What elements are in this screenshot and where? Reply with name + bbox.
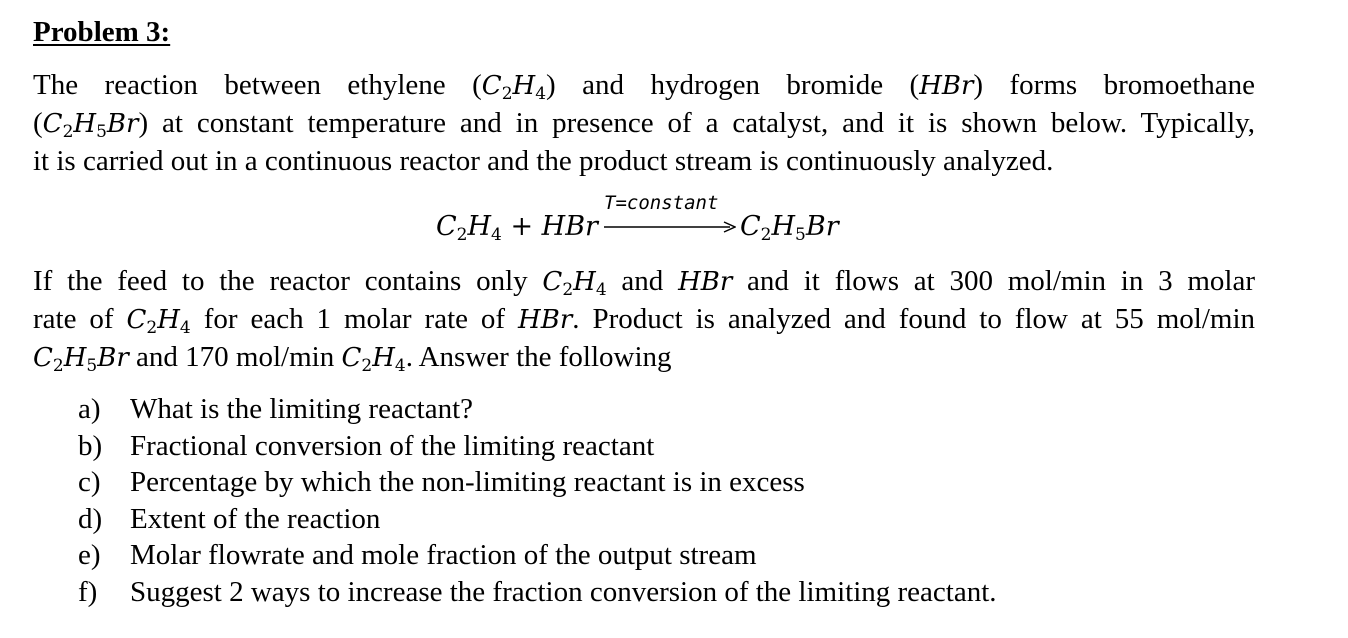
- math-ethylene: $C_2H_4$: [341, 343, 406, 376]
- math-hbr: HBr: [919, 71, 974, 101]
- math-hbr: HBr: [518, 305, 573, 335]
- question-label: c): [78, 466, 101, 498]
- feed-text: and 170 mol/min: [128, 341, 342, 373]
- intro-line-1: [33, 67, 1255, 105]
- intro-text: (: [33, 107, 43, 139]
- question-item: [78, 537, 997, 574]
- question-label: d): [78, 502, 103, 535]
- equation-reactants: $C_2H_4$ + HBr: [436, 211, 598, 245]
- question-text: Suggest 2 ways to increase the fraction conversion of the limiting reactant.: [130, 575, 997, 608]
- feed-text: . Product is analyzed and found to flow at 55 mol/min: [572, 303, 1255, 335]
- question-label: b): [78, 429, 103, 462]
- question-item: [78, 391, 997, 428]
- intro-text: The reaction between ethylene (: [33, 69, 482, 101]
- feed-text: rate of: [33, 303, 127, 335]
- intro-text: ) and hydrogen bromide (: [546, 69, 920, 101]
- question-item: [78, 464, 997, 501]
- math-ethylene: $C_2H_4$: [126, 305, 191, 338]
- question-text: Extent of the reaction: [130, 502, 381, 535]
- math-bromoethane: $C_2H_5Br$: [42, 109, 139, 142]
- feed-line-3: [33, 339, 1255, 377]
- feed-line-1: [33, 263, 1255, 301]
- question-text: Molar flowrate and mole fraction of the output stream: [130, 539, 757, 571]
- feed-text: and: [606, 265, 679, 297]
- question-label: a): [78, 393, 101, 425]
- equation-condition: T=constant: [604, 192, 719, 214]
- question-list: [78, 391, 997, 610]
- math-ethylene: $C_2H_4$: [542, 267, 607, 300]
- intro-paragraph: [33, 67, 1255, 180]
- feed-text: for each 1 molar rate of: [190, 303, 519, 335]
- feed-text: . Answer the following: [405, 341, 672, 373]
- question-label: e): [78, 539, 101, 571]
- question-text: Percentage by which the non-limiting reactant is in excess: [130, 466, 805, 498]
- intro-line-3: it is carried out in a continuous reactor and the product stream is continuously analyzed.: [33, 145, 1054, 177]
- question-item: [78, 428, 997, 465]
- feed-line-2: [33, 301, 1255, 339]
- feed-text: If the feed to the reactor contains only: [33, 265, 543, 297]
- reaction-arrow-icon: [604, 220, 736, 234]
- feed-paragraph: [33, 263, 1255, 377]
- question-text: What is the limiting reactant?: [130, 393, 474, 425]
- feed-text: and it flows at 300 mol/min in 3 molar: [732, 265, 1256, 297]
- question-text: Fractional conversion of the limiting reactant: [130, 429, 655, 462]
- question-item: [78, 574, 997, 611]
- problem-title: Problem 3:: [33, 16, 171, 48]
- question-label: f): [78, 575, 98, 608]
- math-ethylene: $C_2H_4$: [481, 71, 547, 104]
- reaction-equation: [436, 190, 856, 250]
- math-bromoethane: $C_2H_5Br$: [33, 343, 129, 376]
- question-item: [78, 501, 997, 538]
- intro-line-2: [33, 105, 1255, 143]
- math-hbr: HBr: [678, 267, 733, 297]
- equation-product: $C_2H_5Br$: [740, 211, 839, 245]
- intro-text: ) at constant temperature and in presence of a catalyst, and it is shown below. Typically,: [138, 107, 1255, 139]
- intro-text: ) forms bromoethane: [973, 69, 1256, 101]
